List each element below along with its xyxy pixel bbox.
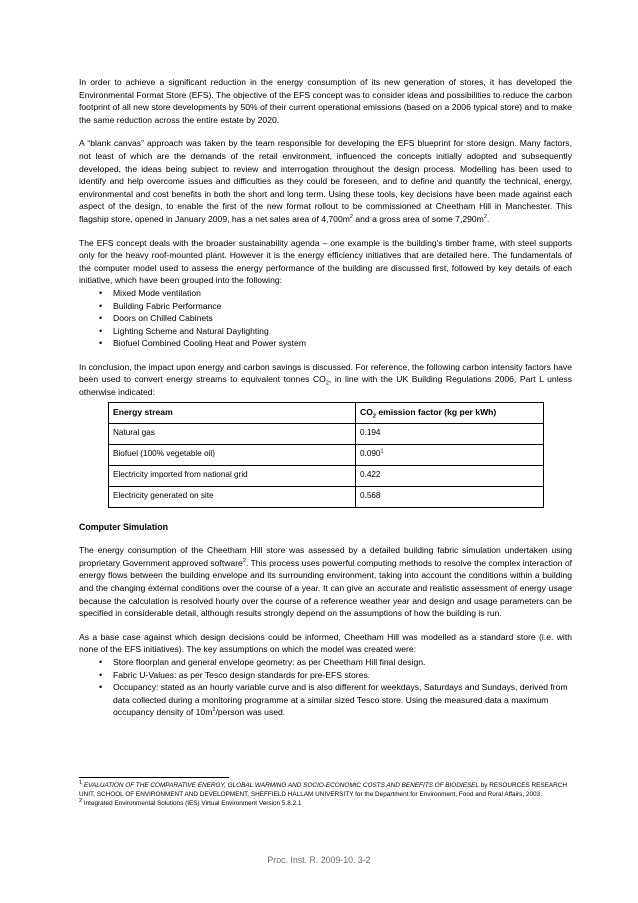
text-run: Integrated Environmental Solutions (IES) Virtual Environment Version 5.8.2.1 — [82, 800, 302, 807]
emission-factor-cell: 0.422 — [356, 465, 544, 486]
conclusion-paragraph — [79, 361, 572, 399]
list-item: • Mixed Mode ventilation — [113, 287, 572, 300]
footnote-number: 1 — [79, 779, 83, 786]
table-row — [109, 423, 544, 444]
list-item: • Store floorplan and general envelope geometry: as per Cheetham Hill final design. — [113, 656, 572, 669]
superscript: 2 — [212, 707, 216, 714]
footnote-ref: 1 — [380, 448, 384, 455]
list-item — [113, 681, 572, 719]
text-run: and a gross area of some 7,290m — [352, 213, 484, 224]
footnote-2 — [79, 799, 572, 808]
header-energy-stream: Energy stream — [109, 402, 356, 423]
table-row — [109, 444, 544, 465]
text-run: . — [486, 213, 490, 224]
emission-factor-table — [108, 402, 544, 508]
sustainability-paragraph: The EFS concept deals with the broader sustainability agenda – one example is the building's timber frame, with steel supports only for the heavy roof-mounted plant. However it is the energy efficiency initiatives that are detailed here. The fundamentals of the computer model used to assess the energy performance of the building are discussed first, followed by key details of each initiative, which have been grouped into the following: — [79, 237, 572, 286]
initiatives-list — [79, 287, 572, 350]
list-item: • Biofuel Combined Cooling Heat and Power system — [113, 337, 572, 350]
energy-stream-cell: Electricity generated on site — [109, 486, 356, 507]
footnotes — [79, 777, 572, 808]
text-run: The energy consumption of the Cheetham Hill store was assessed by a detailed building fabric simulation undertaken using proprietary Government approved software — [79, 545, 572, 568]
blank-canvas-paragraph — [79, 137, 572, 225]
text-run: A “blank canvas” approach was taken by the team responsible for developing the EFS blueprint for store design. Many factors, not least of which are the demands of the retail environment, influenced the concepts initially adopted and subsequently developed, the ideas being subject to review and interrogation throughout the design process. Modelling has been used to identify and help overcome issues and difficulties as they could be foreseen, and to define and quantify the technical, energy, environmental and cost benefits in both the short and long term. Using these tools, key decisions have been made against each aspect of the design, to enable the first of the new format rollout to be commissioned at Cheetham Hill in Manchester. This flagship store, opened in January 2009, has a net sales area of 4,700m — [79, 138, 572, 224]
text-run: by RESOURCES RESEARCH UNIT, SCHOOL OF ENVIRONMENT AND DEVELOPMENT, SHEFFIELD HALLAM UNIVERSITY for the Department for Environment, Food and Rural Affairs, 2003. — [79, 782, 568, 798]
text-run: , in line with the UK Building Regulations 2006, Part L unless otherwise indicated: — [79, 374, 572, 398]
base-case-paragraph: As a base case against which design decisions could be informed, Cheetham Hill was modelled as a standard store (i.e. with none of the EFS initiatives). The key assumptions on which the model was created were: — [79, 631, 572, 655]
footnote-number: 2 — [79, 797, 83, 804]
text-run: Occupancy: stated as an hourly variable curve and is also different for weekdays, Saturdays and Sundays, derived from data collected during a monitoring programme at a similar sized Tesco store. Using the measured data a maximum occupancy density of 10m — [113, 682, 568, 718]
subscript: 2 — [372, 413, 376, 420]
emission-factor-cell: 0.194 — [356, 423, 544, 444]
footnote-title: EVALUATION OF THE COMPARATIVE ENERGY, GLOBAL WARMING AND SOCIO-ECONOMIC COSTS AND BENEFITS OF BIODIESEL — [83, 782, 479, 789]
text-run: CO — [360, 406, 373, 417]
subscript: 2 — [325, 381, 329, 388]
emission-factor-cell: 0.568 — [356, 486, 544, 507]
text-run: In conclusion, the impact upon energy and carbon savings is discussed. For reference, the following carbon intensity factors have been used to convert energy streams to equivalent tonnes CO — [79, 361, 572, 385]
table-row — [109, 465, 544, 486]
table-header-row — [109, 402, 544, 423]
energy-stream-cell: Electricity imported from national grid — [109, 465, 356, 486]
energy-stream-cell: Biofuel (100% vegetable oil) — [109, 444, 356, 465]
list-item: • Lighting Scheme and Natural Daylighting — [113, 325, 572, 338]
table-row — [109, 486, 544, 507]
text-run: 0.090 — [360, 448, 381, 458]
footnote-1 — [79, 781, 572, 799]
list-item: • Doors on Chilled Cabinets — [113, 312, 572, 325]
emission-factor-cell — [356, 444, 544, 465]
section-heading: Computer Simulation — [79, 521, 168, 532]
list-item: • Fabric U-Values: as per Tesco design standards for pre-EFS stores. — [113, 669, 572, 682]
text-run: /person was used. — [215, 707, 286, 718]
header-emission-factor — [356, 402, 544, 423]
list-item: • Building Fabric Performance — [113, 300, 572, 313]
text-run: . This process uses powerful computing methods to resolve the complex interaction of energy flows between the building envelope and its surrounding environment, taking into account the conditions within a building and the changing external conditions over the course of a year. It can give an accurate and realistic assessment of energy usage because the calculation is resolved hourly over the course of a reference weather year and design and usage parameters can be specified in considerable detail, although results strongly depend on the assumptions of how the building is run. — [79, 557, 572, 619]
footnote-divider — [79, 777, 229, 778]
superscript: 2 — [349, 214, 353, 221]
footnote-ref: 2 — [242, 557, 246, 564]
text-run: emission factor (kg per kWh) — [375, 406, 497, 417]
energy-stream-cell: Natural gas — [109, 423, 356, 444]
assumptions-list — [79, 656, 572, 719]
superscript: 2 — [483, 214, 487, 221]
document-body — [79, 76, 572, 730]
page-footer: Proc. Inst. R. 2009-10. 3-2 — [267, 855, 371, 865]
intro-paragraph: In order to achieve a significant reduction in the energy consumption of its new generation of stores, it has developed the Environmental Format Store (EFS). The objective of the EFS concept was to consider ideas and possibilities to reduce the carbon footprint of all new store developments by 50% of their current operational emissions (based on a 2006 typical store) and to make the same reduction across the entire estate by 2020. — [79, 77, 572, 125]
simulation-paragraph — [79, 544, 572, 620]
